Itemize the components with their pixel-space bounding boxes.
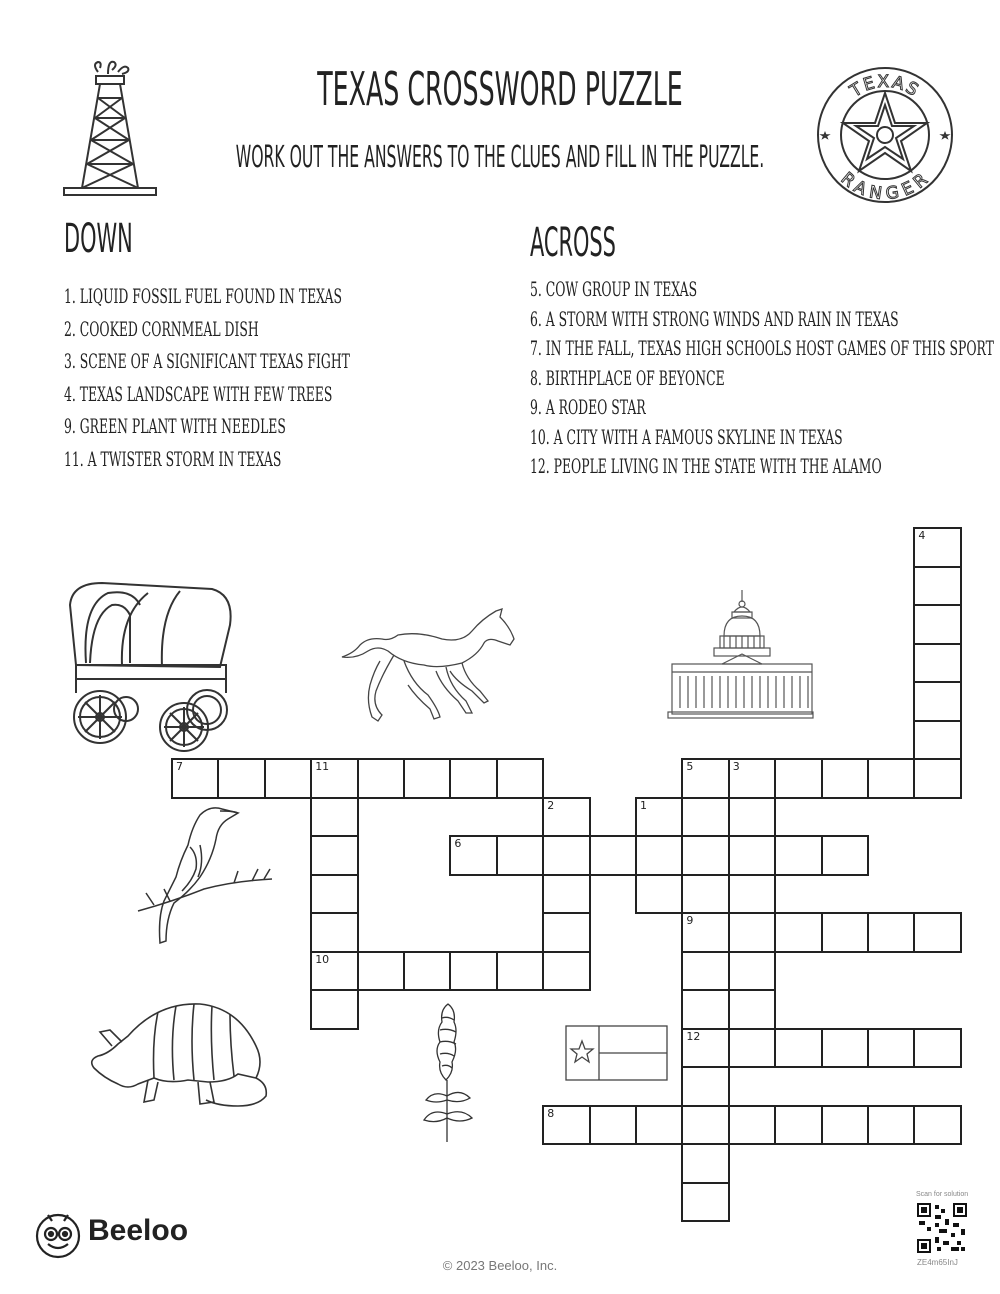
crossword-cell[interactable] <box>867 758 915 799</box>
down-clue: 9. GREEN PLANT WITH NEEDLES <box>64 414 286 438</box>
crossword-cell[interactable] <box>774 1028 822 1069</box>
crossword-cell[interactable] <box>913 1105 961 1146</box>
crossword-cell[interactable] <box>681 912 729 953</box>
mockingbird-icon <box>134 805 274 945</box>
crossword-cell[interactable] <box>913 912 961 953</box>
clue-number: 3 <box>732 760 740 773</box>
crossword-cell[interactable] <box>542 874 590 915</box>
crossword-cell[interactable] <box>403 758 451 799</box>
clue-number: 1 <box>640 798 647 812</box>
crossword-cell[interactable] <box>913 758 961 799</box>
clue-number: 9 <box>686 914 694 927</box>
crossword-cell[interactable] <box>589 835 637 876</box>
crossword-cell[interactable] <box>821 835 869 876</box>
across-clue: 10. A CITY WITH A FAMOUS SKYLINE IN TEXAS <box>530 424 843 449</box>
crossword-cell[interactable] <box>728 951 776 992</box>
crossword-cell[interactable] <box>542 951 590 992</box>
crossword-cell[interactable] <box>681 1182 729 1223</box>
crossword-cell[interactable] <box>589 1105 637 1146</box>
crossword-cell[interactable] <box>867 1105 915 1146</box>
crossword-cell[interactable] <box>728 758 776 799</box>
crossword-cell[interactable] <box>542 797 590 838</box>
across-clue: 12. PEOPLE LIVING IN THE STATE WITH THE ALAMO <box>530 454 882 478</box>
crossword-cell[interactable] <box>310 797 358 838</box>
crossword-cell[interactable] <box>913 1028 961 1069</box>
across-clue-list <box>530 275 1000 482</box>
clue-number: 11 <box>315 760 330 773</box>
svg-text:RANGER <box>837 169 933 205</box>
page-subtitle: WORK OUT THE ANSWERS TO THE CLUES AND FILL IN THE PUZZLE. <box>235 140 765 175</box>
bluebonnet-flower-icon <box>420 1000 475 1145</box>
crossword-cell[interactable] <box>913 566 961 607</box>
badge-top-text: TEXAS <box>846 71 924 102</box>
clue-number: 8 <box>547 1106 555 1120</box>
crossword-cell[interactable] <box>913 604 961 645</box>
crossword-cell[interactable] <box>310 874 358 915</box>
down-clue: 2. COOKED CORNMEAL DISH <box>64 316 259 341</box>
crossword-cell[interactable] <box>774 912 822 953</box>
clue-number: 5 <box>686 760 694 773</box>
crossword-cell[interactable] <box>728 989 776 1030</box>
crossword-cell[interactable] <box>681 1105 729 1146</box>
crossword-cell[interactable] <box>635 874 683 915</box>
clue-number: 7 <box>176 760 183 773</box>
crossword-cell[interactable] <box>821 758 869 799</box>
crossword-cell[interactable] <box>542 1105 590 1146</box>
crossword-cell[interactable] <box>821 1105 869 1146</box>
crossword-cell[interactable] <box>681 758 729 799</box>
crossword-cell[interactable] <box>310 912 358 953</box>
crossword-cell[interactable] <box>217 758 265 799</box>
crossword-cell[interactable] <box>728 1028 776 1069</box>
across-clue: 8. BIRTHPLACE OF BEYONCE <box>530 365 725 390</box>
crossword-cell[interactable] <box>496 835 544 876</box>
covered-wagon-icon <box>62 575 237 755</box>
crossword-cell[interactable] <box>728 835 776 876</box>
copyright-text: © 2023 Beeloo, Inc. <box>442 1258 558 1273</box>
crossword-cell[interactable] <box>357 951 405 992</box>
crossword-cell[interactable] <box>913 527 961 568</box>
crossword-cell[interactable] <box>310 989 358 1030</box>
crossword-cell[interactable] <box>681 835 729 876</box>
crossword-cell[interactable] <box>681 1143 729 1184</box>
crossword-cell[interactable] <box>681 1066 729 1107</box>
crossword-cell[interactable] <box>774 1105 822 1146</box>
crossword-cell[interactable] <box>913 681 961 722</box>
clue-number: 10 <box>315 952 330 966</box>
crossword-cell[interactable] <box>310 758 358 799</box>
crossword-cell[interactable] <box>310 951 358 992</box>
crossword-cell[interactable] <box>171 758 219 799</box>
across-clue: 7. IN THE FALL, TEXAS HIGH SCHOOLS HOST GAMES OF THIS SPORT <box>530 336 994 360</box>
crossword-cell[interactable] <box>867 912 915 953</box>
across-clue: 9. A RODEO STAR <box>530 395 646 419</box>
crossword-cell[interactable] <box>728 912 776 953</box>
crossword-cell[interactable] <box>681 951 729 992</box>
crossword-cell[interactable] <box>403 951 451 992</box>
crossword-cell[interactable] <box>681 989 729 1030</box>
texas-ranger-badge-icon <box>815 65 955 205</box>
crossword-cell[interactable] <box>728 797 776 838</box>
crossword-cell[interactable] <box>310 835 358 876</box>
crossword-cell[interactable] <box>542 912 590 953</box>
crossword-cell[interactable] <box>635 1105 683 1146</box>
down-clue: 3. SCENE OF A SIGNIFICANT TEXAS FIGHT <box>64 349 350 373</box>
clue-number: 12 <box>686 1029 701 1043</box>
page-title: TEXAS CROSSWORD PUZZLE <box>317 62 683 116</box>
down-clue: 4. TEXAS LANDSCAPE WITH FEW TREES <box>64 381 333 406</box>
crossword-cell[interactable] <box>449 835 497 876</box>
crossword-cell[interactable] <box>542 835 590 876</box>
oil-derrick-icon <box>60 60 160 200</box>
crossword-cell[interactable] <box>264 758 312 799</box>
down-heading: DOWN <box>64 216 133 262</box>
qr-caption: Scan for solution <box>916 1191 969 1198</box>
crossword-cell[interactable] <box>821 1028 869 1069</box>
crossword-cell[interactable] <box>496 951 544 992</box>
crossword-cell[interactable] <box>728 1105 776 1146</box>
beeloo-bee-logo-icon <box>34 1212 82 1260</box>
crossword-cell[interactable] <box>357 758 405 799</box>
armadillo-icon <box>88 1000 270 1110</box>
crossword-cell[interactable] <box>681 1028 729 1069</box>
crossword-cell[interactable] <box>635 835 683 876</box>
qr-code-id: ZE4m65InJ <box>917 1258 958 1267</box>
badge-bottom-text: RANGER <box>836 168 934 205</box>
svg-text:TEXAS <box>846 72 923 102</box>
crossword-cell[interactable] <box>635 797 683 838</box>
crossword-cell[interactable] <box>774 758 822 799</box>
across-clue: 6. A STORM WITH STRONG WINDS AND RAIN IN TEXAS <box>530 306 899 331</box>
down-clue: 1. LIQUID FOSSIL FUEL FOUND IN TEXAS <box>64 284 343 308</box>
across-heading: ACROSS <box>530 220 616 266</box>
clue-number: 4 <box>918 529 926 542</box>
horse-icon <box>338 605 523 730</box>
down-clue: 11. A TWISTER STORM IN TEXAS <box>64 446 282 471</box>
crossword-cell[interactable] <box>774 835 822 876</box>
crossword-cell[interactable] <box>821 912 869 953</box>
clue-number: 6 <box>454 837 462 850</box>
beeloo-brand-name: Beeloo <box>88 1214 189 1247</box>
crossword-cell[interactable] <box>449 758 497 799</box>
qr-code-icon[interactable] <box>917 1203 967 1253</box>
texas-flag-icon <box>565 1025 668 1081</box>
crossword-cell[interactable] <box>913 720 961 761</box>
crossword-cell[interactable] <box>449 951 497 992</box>
down-clue-list <box>64 282 525 474</box>
across-clue: 5. COW GROUP IN TEXAS <box>530 277 698 301</box>
crossword-cell[interactable] <box>867 1028 915 1069</box>
capitol-building-icon <box>668 588 813 720</box>
crossword-cell[interactable] <box>913 643 961 684</box>
crossword-cell[interactable] <box>728 874 776 915</box>
crossword-cell[interactable] <box>496 758 544 799</box>
clue-number: 2 <box>547 798 555 812</box>
